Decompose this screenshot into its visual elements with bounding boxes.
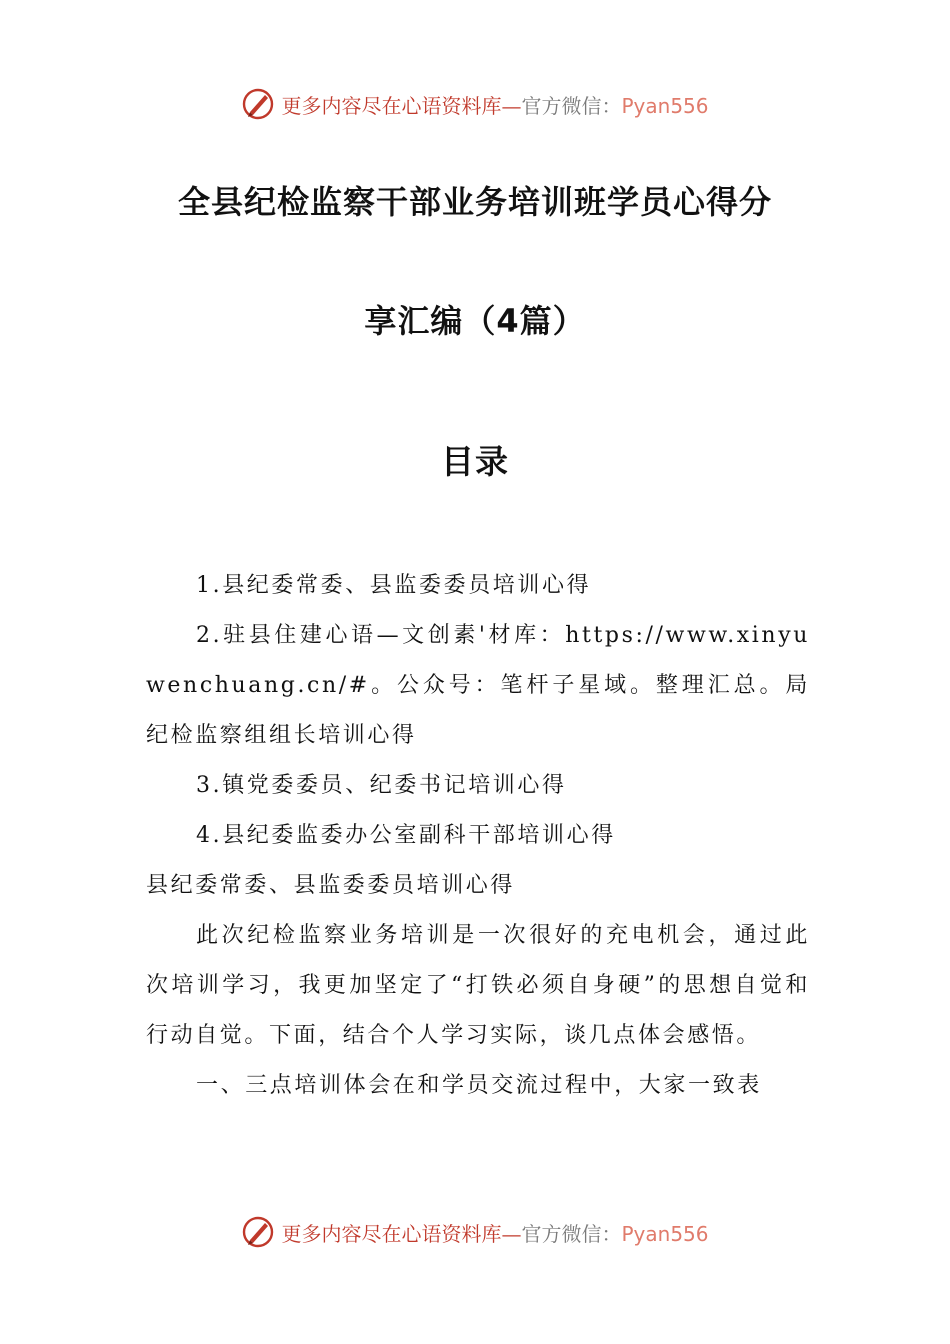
section-paragraph-2: 一、三点培训体会在和学员交流过程中，大家一致表 — [196, 1073, 762, 1098]
pen-circle-logo-icon — [241, 87, 275, 121]
pen-circle-logo-icon — [241, 1215, 275, 1249]
toc-item-3: 3.镇党委委员、纪委书记培训心得 — [196, 773, 567, 798]
watermark-content — [241, 1215, 708, 1249]
watermark-banner-top — [0, 84, 950, 124]
watermark-content — [241, 87, 708, 121]
section-heading: 县纪委常委、县监委委员培训心得 — [146, 873, 516, 898]
watermark-banner-bottom — [0, 1212, 950, 1252]
toc-item-4: 4.县纪委监委办公室副科干部培训心得 — [196, 823, 616, 848]
section-paragraph-1: 此次纪检监察业务培训是一次很好的充电机会，通过此次培训学习，我更加坚定了“打铁必须自身硬”的思想自觉和行动自觉。下面，结合个人学习实际，谈几点体会感悟。 — [146, 923, 810, 1048]
document-title-line-2: 享汇编（4篇） — [364, 302, 586, 340]
watermark-text: 更多内容尽在心语资料库—官方微信：Pyan556 — [281, 1221, 709, 1246]
toc-item-1: 1.县纪委常委、县监委委员培训心得 — [196, 573, 592, 598]
toc-heading: 目录 — [441, 442, 509, 481]
toc-item-2: 2.驻县住建心语—文创素'材库：https://www.xinyuwenchuang.cn/#。公众号：笔杆子星域。整理汇总。局纪检监察组组长培训心得 — [146, 623, 810, 748]
document-body — [146, 561, 810, 1111]
document-title-line-1: 全县纪检监察干部业务培训班学员心得分 — [177, 183, 772, 221]
watermark-text: 更多内容尽在心语资料库—官方微信：Pyan556 — [281, 93, 709, 118]
